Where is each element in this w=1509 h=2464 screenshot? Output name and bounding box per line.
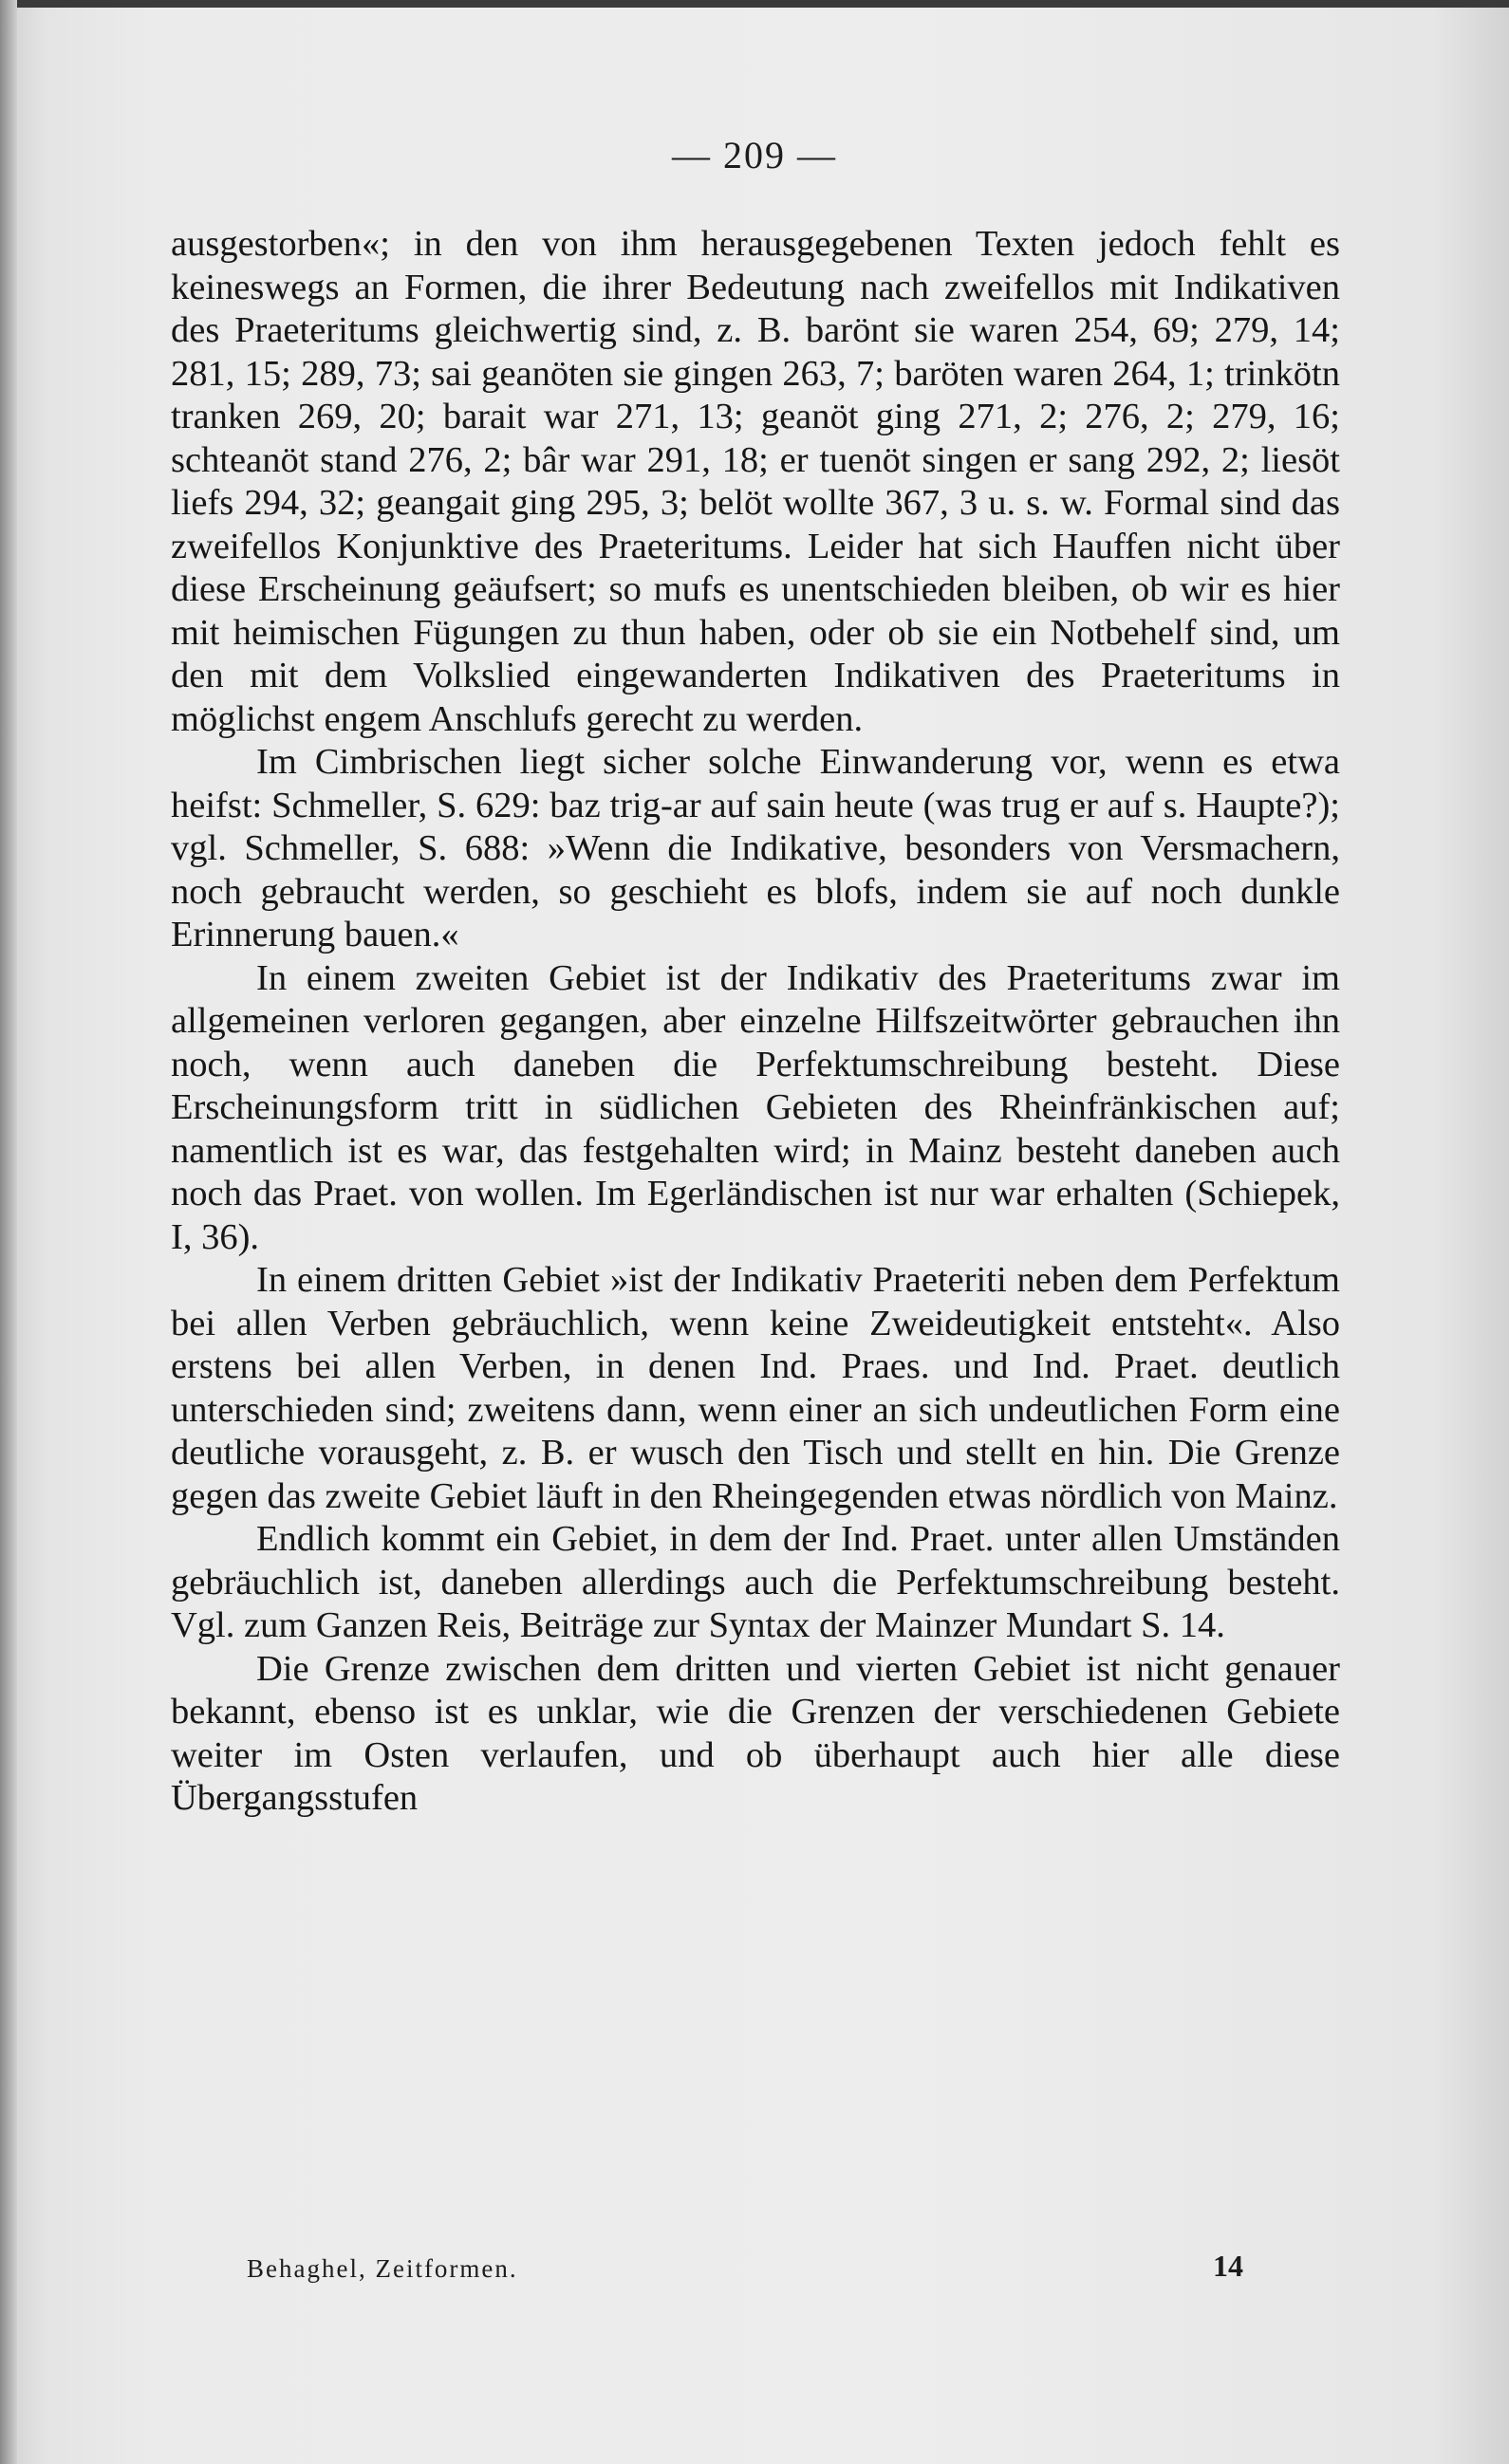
page-number: — 209 — [672, 134, 837, 176]
page-top-edge [0, 0, 1509, 8]
sheet-number: 14 [1213, 2249, 1243, 2283]
paragraph-5: Endlich kommt ein Gebiet, in dem der Ind. Praet. unter allen Umständen gebräuchlich ist, daneben allerdings auch die Perfektumschreibung besteht. Vgl. zum Ganzen Reis, Beiträge zur Syntax der Mainzer Mundart S. 14. [171, 1519, 1340, 1645]
paragraph-1: ausgestorben«; in den von ihm herausgegebenen Texten jedoch fehlt es keineswegs an Formen, die ihrer Bedeutung nach zweifellos mit Indikativen des Praeteritums gleichwertig sind, z. B. barönt sie waren 254, 69; 279, 14; 281, 15; 289, 73; sai geanöten sie gingen 263, 7; baröten waren 264, 1; trinkötn tranken 269, 20; barait war 271, 13; geanöt ging 271, 2; 276, 2; 279, 16; schteanöt stand 276, 2; bâr war 291, 18; er tuenöt singen er sang 292, 2; liesöt liefs 294, 32; geangait ging 295, 3; belöt wollte 367, 3 u. s. w. Formal sind das zweifellos Konjunktive des Praeteritums. Leider hat sich Hauffen nicht über diese Erscheinung geäufsert; so mufs es unentschieden bleiben, ob wir es hier mit heimischen Fügungen zu thun haben, oder ob sie ein Notbehelf sind, um den mit dem Volkslied eingewanderten Indikativen des Praeteritums in möglichst engem Anschlufs gerecht zu werden. [171, 224, 1340, 739]
signature-line: Behaghel, Zeitformen. [247, 2254, 518, 2283]
body-text [171, 223, 1340, 1821]
paragraph-2: Im Cimbrischen liegt sicher solche Einwanderung vor, wenn es etwa heifst: Schmeller, S. 629: baz trig-ar auf sain heute (was trug er auf s. Haupte?); vgl. Schmeller, S. 688: »Wenn die Indikative, besonders von Versmachern, noch gebraucht werden, so geschieht es blofs, indem sie auf noch dunkle Erinnerung bauen.« [171, 742, 1340, 954]
paragraph-6: Die Grenze zwischen dem dritten und vierten Gebiet ist nicht genauer bekannt, ebenso ist es unklar, wie die Grenzen der verschiedenen Gebiete weiter im Osten verlaufen, und ob überhaupt auch hier alle diese Übergangsstufen [171, 1648, 1340, 1818]
binding-gutter [0, 0, 17, 2464]
paragraph-3: In einem zweiten Gebiet ist der Indikativ des Praeteritums zwar im allgemeinen verloren gegangen, aber einzelne Hilfszeitwörter gebrauchen ihn noch, wenn auch daneben die Perfektumschreibung besteht. Diese Erscheinungsform tritt in südlichen Gebieten des Rheinfränkischen auf; namentlich ist es war, das festgehalten wird; in Mainz besteht daneben auch noch das Praet. von wollen. Im Egerländischen ist nur war erhalten (Schiepek, I, 36). [171, 957, 1340, 1257]
page-footer [247, 2249, 1243, 2296]
paragraph-4: In einem dritten Gebiet »ist der Indikativ Praeteriti neben dem Perfektum bei allen Verben gebräuchlich, wenn keine Zweideutigkeit entsteht«. Also erstens bei allen Verben, in denen Ind. Praes. und Ind. Praet. deutlich unterschieden sind; zweitens dann, wenn einer an sich undeutlichen Form eine deutliche vorausgeht, z. B. er wusch den Tisch und stellt en hin. Die Grenze gegen das zweite Gebiet läuft in den Rheingegenden etwas nördlich von Mainz. [171, 1260, 1340, 1516]
